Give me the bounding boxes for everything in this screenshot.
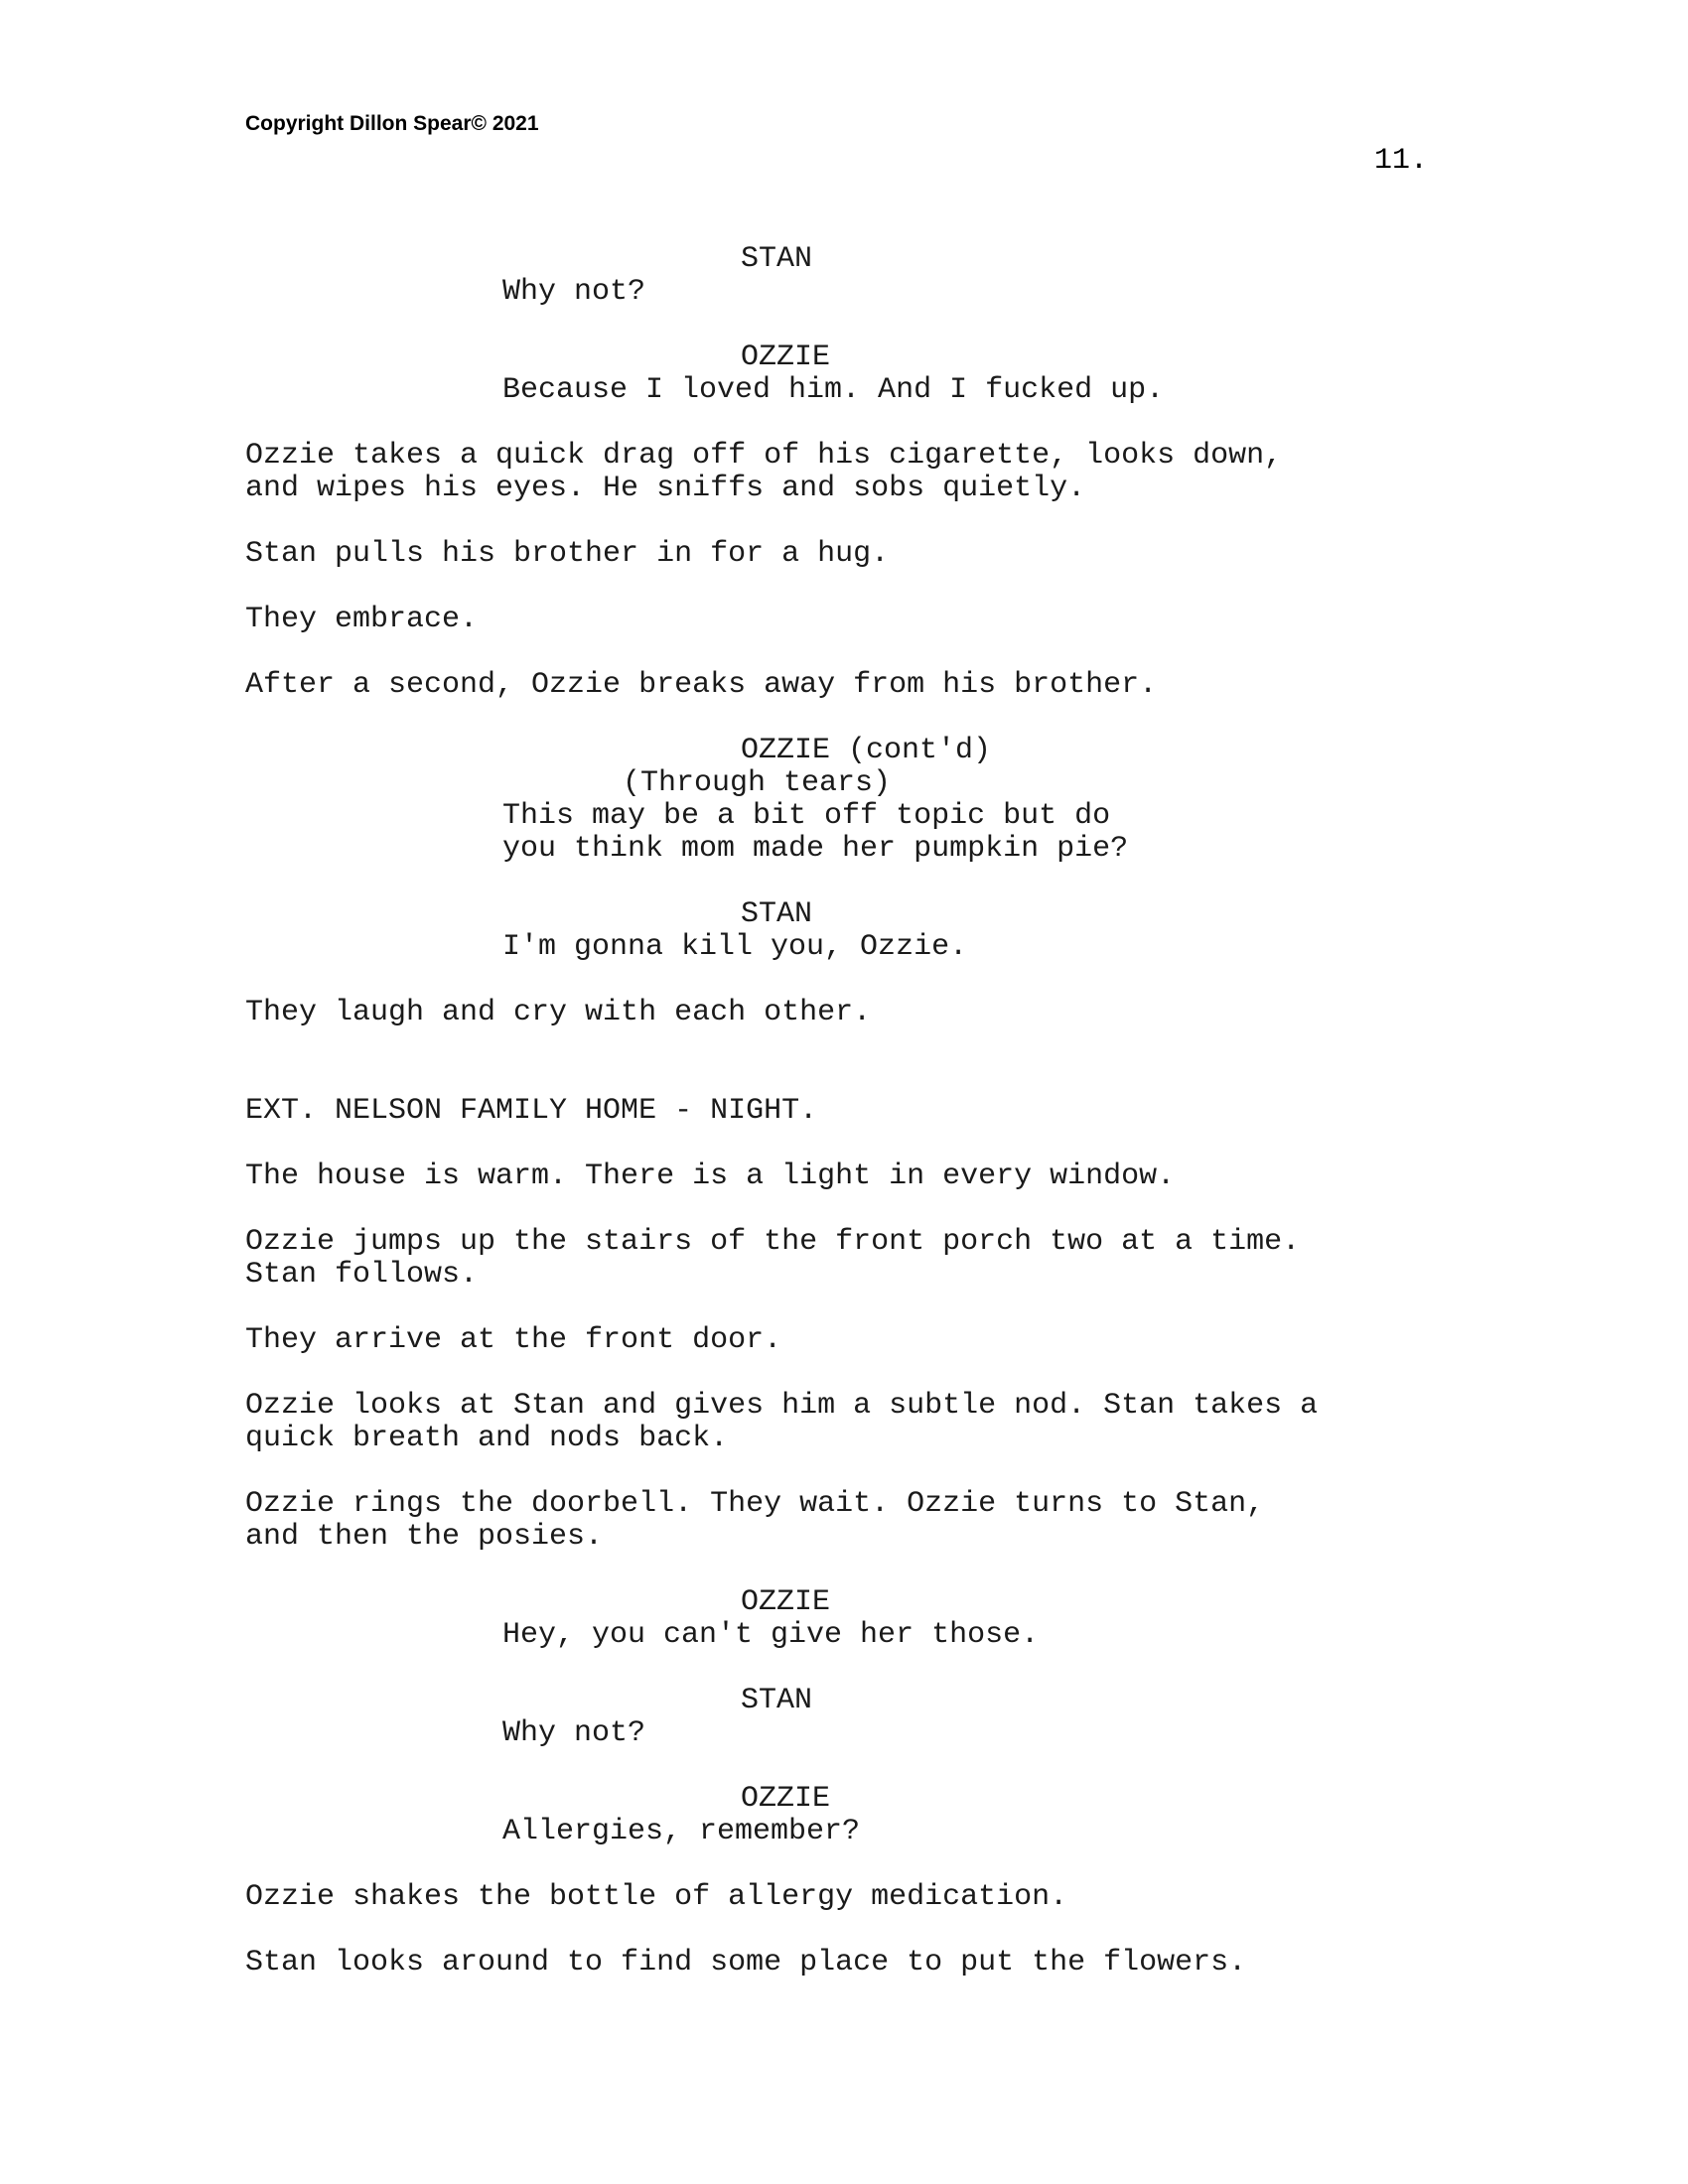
- action-line: quick breath and nods back.: [245, 1422, 729, 1455]
- character-name: OZZIE: [741, 1585, 831, 1619]
- dialogue-line: you think mom made her pumpkin pie?: [502, 832, 1129, 866]
- parenthetical: (Through tears): [623, 766, 892, 800]
- character-name: OZZIE (cont'd): [741, 734, 992, 767]
- action-line: Stan pulls his brother in for a hug.: [245, 537, 890, 571]
- action-line: The house is warm. There is a light in every window.: [245, 1160, 1176, 1193]
- copyright-notice: Copyright Dillon Spear© 2021: [245, 112, 539, 135]
- action-line: Ozzie shakes the bottle of allergy medication.: [245, 1880, 1068, 1914]
- character-name: STAN: [741, 1684, 813, 1717]
- action-line: They laugh and cry with each other.: [245, 996, 872, 1029]
- character-name: STAN: [741, 897, 813, 931]
- action-line: After a second, Ozzie breaks away from his brother.: [245, 668, 1158, 702]
- character-name: OZZIE: [741, 341, 831, 374]
- action-line: Stan follows.: [245, 1258, 479, 1292]
- action-line: Ozzie takes a quick drag off of his cigarette, looks down,: [245, 439, 1283, 473]
- dialogue-line: Hey, you can't give her those.: [502, 1618, 1040, 1652]
- character-name: STAN: [741, 242, 813, 276]
- dialogue-line: Why not?: [502, 1716, 646, 1750]
- dialogue-line: This may be a bit off topic but do: [502, 799, 1111, 833]
- action-line: They embrace.: [245, 603, 479, 636]
- action-line: Ozzie jumps up the stairs of the front porch two at a time.: [245, 1225, 1301, 1259]
- action-line: They arrive at the front door.: [245, 1323, 782, 1357]
- dialogue-line: I'm gonna kill you, Ozzie.: [502, 930, 968, 964]
- dialogue-line: Allergies, remember?: [502, 1815, 861, 1848]
- character-name: OZZIE: [741, 1782, 831, 1816]
- page-number: 11.: [1374, 144, 1429, 178]
- action-line: Ozzie looks at Stan and gives him a subtle nod. Stan takes a: [245, 1389, 1319, 1423]
- action-line: and wipes his eyes. He sniffs and sobs quietly.: [245, 472, 1086, 505]
- scene-heading: EXT. NELSON FAMILY HOME - NIGHT.: [245, 1094, 818, 1128]
- action-line: Ozzie rings the doorbell. They wait. Ozzie turns to Stan,: [245, 1487, 1265, 1521]
- dialogue-line: Why not?: [502, 275, 646, 309]
- action-line: and then the posies.: [245, 1520, 604, 1554]
- dialogue-line: Because I loved him. And I fucked up.: [502, 373, 1165, 407]
- action-line: Stan looks around to find some place to put the flowers.: [245, 1946, 1247, 1979]
